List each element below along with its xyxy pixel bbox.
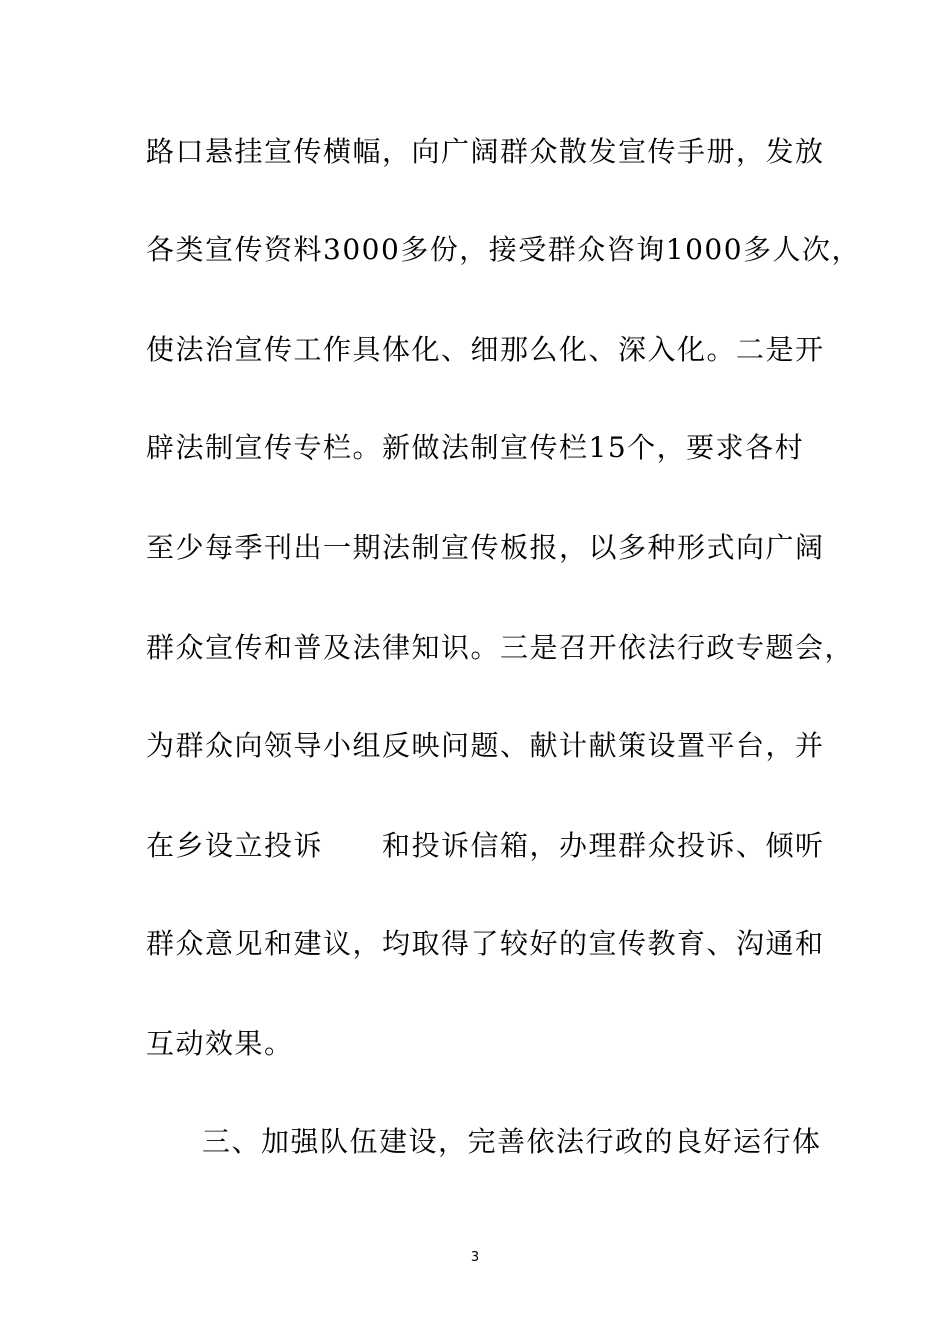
section-heading-line: 三、加强队伍建设，完善依法行政的良好运行体	[202, 1125, 822, 1158]
text-line-1: 路口悬挂宣传横幅，向广阔群众散发宣传手册，发放	[146, 135, 825, 168]
text-line-4: 辟法制宣传专栏。新做法制宣传栏15个，要求各村	[146, 431, 805, 464]
text-line-10: 互动效果。	[146, 1027, 294, 1060]
text-line-3: 使法治宣传工作具体化、细那么化、深入化。二是开	[146, 333, 825, 366]
text-line-9: 群众意见和建议，均取得了较好的宣传教育、沟通和	[146, 927, 825, 960]
text-line-8: 在乡设立投诉 和投诉信箱，办理群众投诉、倾听	[146, 829, 825, 862]
text-line-5: 至少每季刊出一期法制宣传板报，以多种形式向广阔	[146, 531, 825, 564]
text-line-2: 各类宣传资料3000多份，接受群众咨询1000多人次，	[146, 233, 862, 266]
text-line-6: 群众宣传和普及法律知识。三是召开依法行政专题会，	[146, 631, 855, 664]
page-number: 3	[470, 1250, 480, 1265]
text-line-7: 为群众向领导小组反映问题、献计献策设置平台，并	[146, 729, 825, 762]
